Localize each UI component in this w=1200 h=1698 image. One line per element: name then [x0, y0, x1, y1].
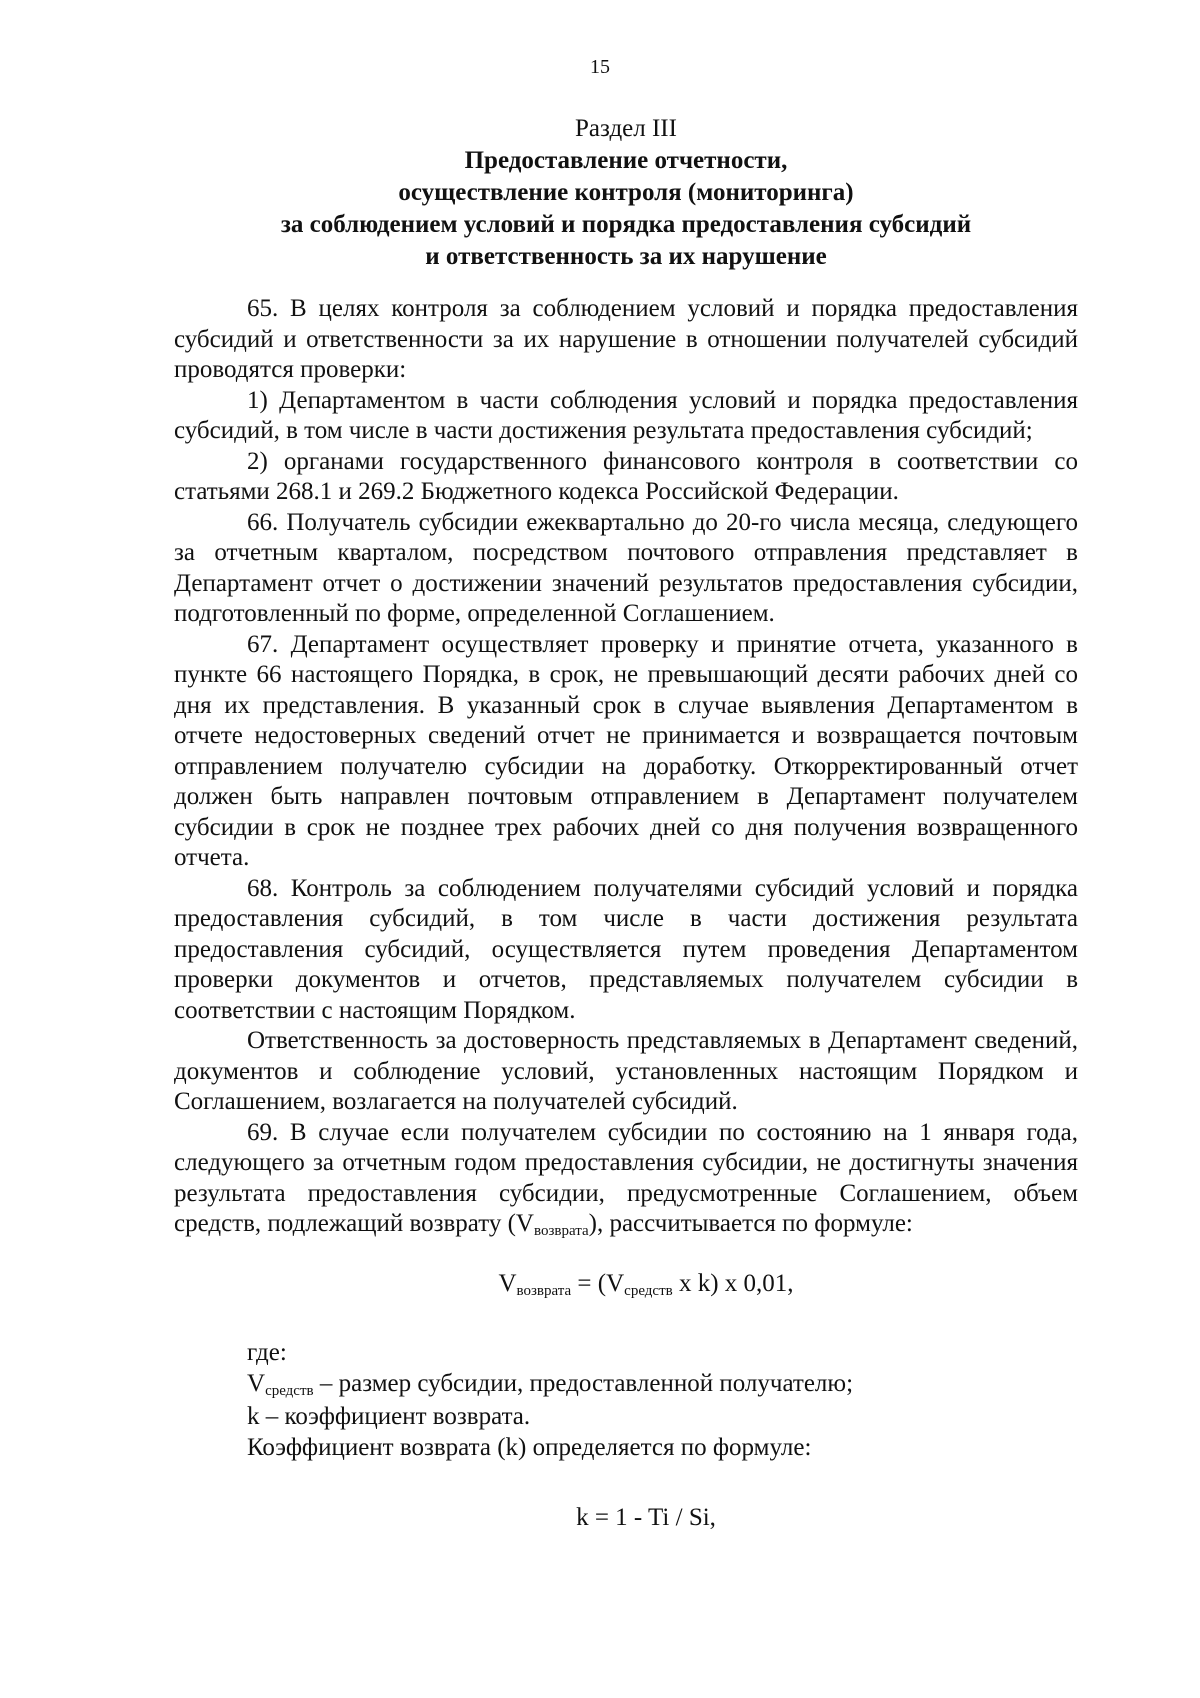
formula-rest: x k) x 0,01, — [672, 1269, 794, 1297]
where-v-description: – размер субсидии, предоставленной получателю; — [313, 1369, 854, 1397]
where-v-symbol: V — [247, 1369, 266, 1397]
formula-equals-open: = (V — [571, 1269, 625, 1297]
where-v-definition — [174, 1369, 1078, 1403]
section-title-line-1: Предоставление отчетности, — [464, 147, 788, 174]
section-title-line-2: осуществление контроля (мониторинга) — [398, 179, 854, 206]
where-v-subscript: средств — [265, 1382, 314, 1399]
where-label: где: — [247, 1339, 287, 1366]
paragraph-69-text-end: ), рассчитывается по формуле: — [588, 1210, 913, 1237]
paragraph-68: 68. Контроль за соблюдением получателями субсидий условий и порядка предоставления субсидий, в том числе в части достижения результата предоставления субсидий, осуществляется путем проведения Департаментом проверки документов и отчетов, представляемых получателем субсидии в соответствии с настоящим Порядком. — [174, 874, 1078, 1024]
section-title-line-3: за соблюдением условий и порядка предоставления субсидий — [280, 211, 972, 238]
paragraph-69-text: 69. В случае если получателем субсидии по состоянию на 1 января года, следующего за отчетным годом предоставления субсидии, не достигнуты значения результата предоставления субсидии, предусмотренные Соглашением, объем средств, подлежащий возврату (V — [174, 1118, 1078, 1237]
coefficient-formula: k = 1 - Ti / Si, — [576, 1504, 716, 1531]
paragraph-65-item-2: 2) органами государственного финансового контроля в соответствии со статьями 268.1 и 269.2 Бюджетного кодекса Российской Федерации. — [174, 447, 1078, 505]
paragraph-67: 67. Департамент осуществляет проверку и принятие отчета, указанного в пункте 66 настоящего Порядка, в срок, не превышающий десяти рабочих дней со дня их представления. В указанный срок в случае выявления Департаментом в отчете недостоверных сведений отчет не принимается и возвращается почтовым отправлением получателю субсидии на доработку. Откорректированный отчет должен быть направлен почтовым отправлением в Департамент получателем субсидии в срок не позднее трех рабочих дней со дня получения возвращенного отчета. — [174, 630, 1078, 871]
return-volume-formula — [174, 1269, 1078, 1303]
page-number: 15 — [590, 56, 610, 78]
paragraph-69 — [174, 1118, 1078, 1243]
section-heading — [174, 113, 1078, 273]
paragraph-65: 65. В целях контроля за соблюдением условий и порядка предоставления субсидий и ответственности за их нарушение в отношении получателей субсидий проводятся проверки: — [174, 295, 1078, 383]
paragraph-66: 66. Получатель субсидии ежеквартально до 20-го числа месяца, следующего за отчетным кварталом, посредством почтового отправления представляет в Департамент отчет о достижении значений результатов предоставления субсидии, подготовленный по форме, определенной Соглашением. — [174, 508, 1078, 627]
section-title-line-4: и ответственность за их нарушение — [425, 243, 827, 270]
formula-v-return-subscript: возврата — [516, 1282, 572, 1299]
paragraph-responsibility: Ответственность за достоверность представляемых в Департамент сведений, документов и соблюдение условий, установленных настоящим Порядком и Соглашением, возлагается на получателей субсидий. — [174, 1027, 1078, 1115]
where-k-definition: k – коэффициент возврата. — [247, 1403, 531, 1430]
formula-v-symbol: V — [498, 1269, 517, 1297]
paragraph-65-item-1: 1) Департаментом в части соблюдения условий и порядка предоставления субсидий, в том числе в части достижения результата предоставления субсидий; — [174, 386, 1078, 444]
section-label: Раздел III — [575, 115, 677, 142]
k-formula-intro: Коэффициент возврата (k) определяется по формуле: — [247, 1433, 812, 1461]
paragraph-69-subscript: возврата — [533, 1223, 589, 1239]
document-body — [174, 294, 1078, 1534]
formula-v-funds-subscript: средств — [624, 1282, 673, 1299]
